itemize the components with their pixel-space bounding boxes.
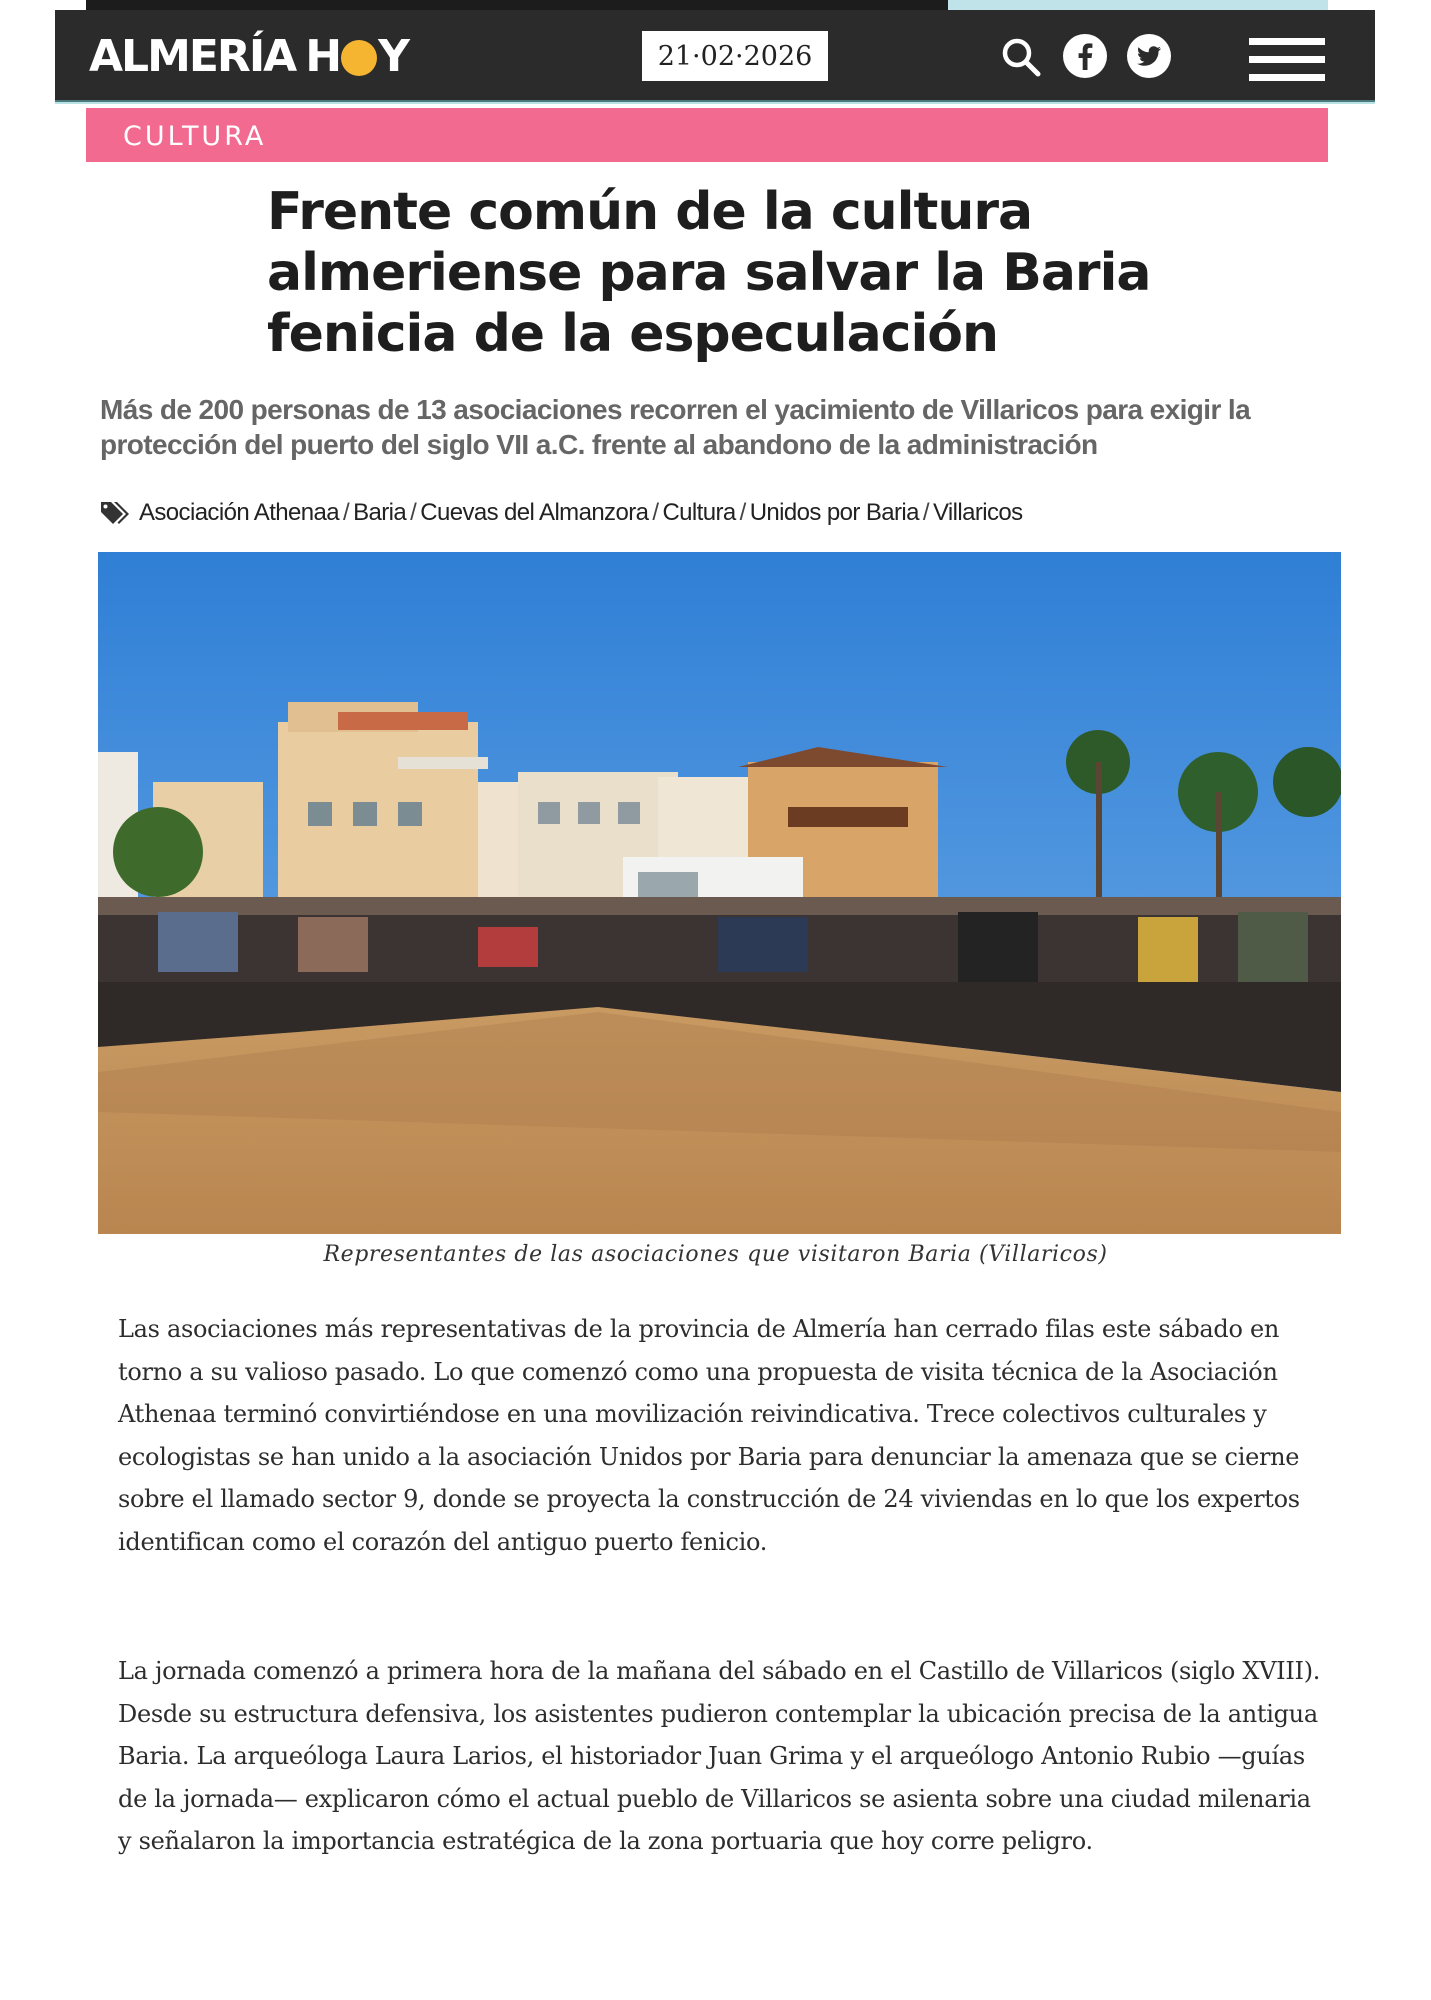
article-subtitle: Más de 200 personas de 13 asociaciones recorren el yacimiento de Villaricos para exigir la protección del puerto del siglo VII a.C. frente al abandono de la administración (100, 394, 1251, 460)
tag-separator: / (410, 499, 417, 526)
image-caption: Representantes de las asociaciones que visitaron Baria (Villaricos) (323, 1242, 1108, 1267)
tag-link[interactable]: Asociación Athenaa (139, 499, 340, 526)
tag-link[interactable]: Cultura (662, 499, 736, 526)
site-logo[interactable] (89, 28, 408, 84)
top-strip (86, 0, 1328, 10)
logo-almeria: ALMERÍA (89, 30, 296, 82)
article-paragraph: La jornada comenzó a primera hora de la mañana del sábado en el Castillo de Villaricos (siglo XVIII). Desde su estructura defensiva, los asistentes pudieron contemplar la ubicación precisa de la antigua Baria. La arqueóloga Laura Larios, el historiador Juan Grima y el arqueólogo Antonio Rubio —guías de la jornada— explicaron cómo el actual pueblo de Villaricos se asienta sobre una ciudad milenaria y señalaron la importancia estratégica de la zona portuaria que hoy corre peligro. (118, 1657, 1321, 1855)
article-title: Frente común de la cultura almeriense para salvar la Baria fenicia de la especulación (267, 182, 1151, 364)
tags-icon (100, 500, 130, 526)
search-icon[interactable] (1000, 36, 1042, 78)
twitter-icon[interactable] (1126, 33, 1172, 79)
header-date: 21·02·2026 (642, 31, 828, 81)
logo-hoy: H Y (305, 30, 408, 82)
tag-separator: / (922, 499, 929, 526)
article-tags (100, 496, 1023, 530)
tag-link[interactable]: Cuevas del Almanzora (420, 499, 649, 526)
logo-sun-icon (341, 40, 377, 76)
tag-separator: / (343, 499, 350, 526)
facebook-icon[interactable] (1062, 33, 1108, 79)
tag-link[interactable]: Baria (353, 499, 407, 526)
tag-link[interactable]: Villaricos (932, 499, 1023, 526)
tag-separator: / (739, 499, 746, 526)
hamburger-menu-icon[interactable] (1249, 38, 1325, 86)
site-header (55, 10, 1375, 102)
article-hero-image[interactable] (98, 552, 1341, 1234)
article-paragraph: Las asociaciones más representativas de la provincia de Almería han cerrado filas este sábado en torno a su valioso pasado. Lo que comenzó como una propuesta de visita técnica de la Asociación Athenaa terminó convirtiéndose en una movilización reivindicativa. Trece colectivos culturales y ecologistas se han unido a la asociación Unidos por Baria para denunciar la amenaza que se cierne sobre el llamado sector 9, donde se proyecta la construcción de 24 viviendas en lo que los expertos identifican como el corazón del antiguo puerto fenicio. (118, 1315, 1300, 1556)
category-label[interactable]: CULTURA (123, 121, 267, 152)
category-bar[interactable] (86, 108, 1328, 162)
tag-separator: / (652, 499, 659, 526)
header-bottom-line (55, 100, 1375, 104)
tag-link[interactable]: Unidos por Baria (749, 499, 919, 526)
